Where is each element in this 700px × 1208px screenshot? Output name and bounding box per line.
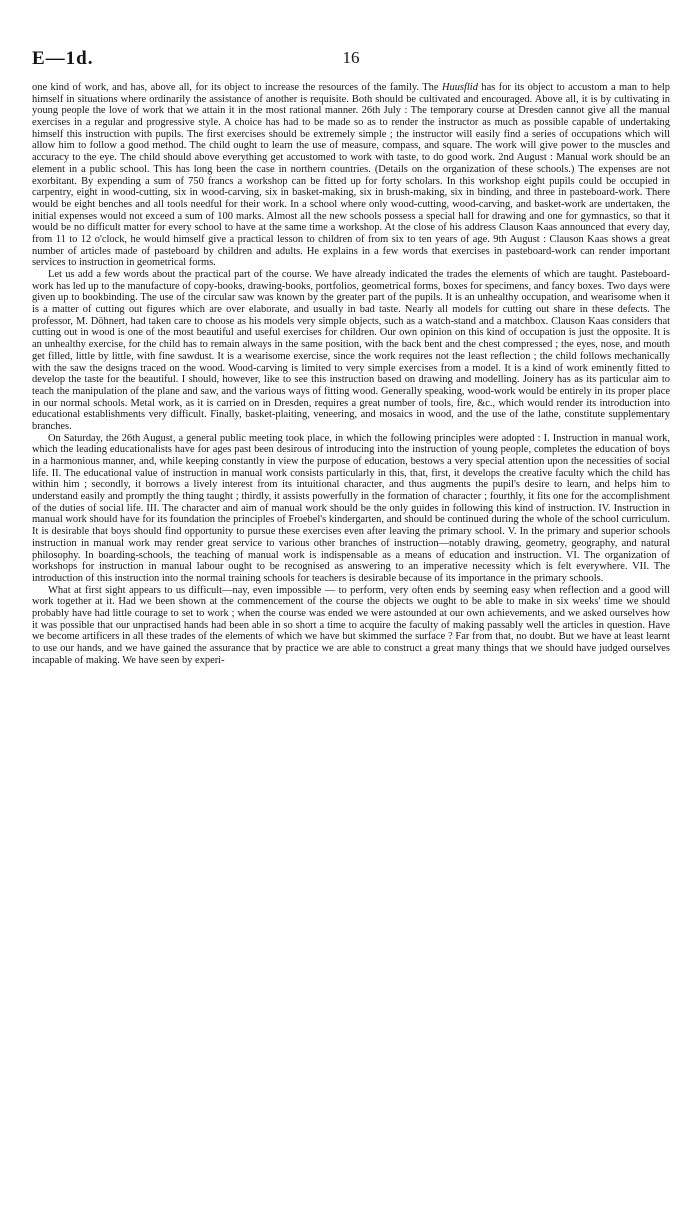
italic-term: Huusflid [441, 82, 478, 93]
document-reference: E—1d. [32, 48, 94, 69]
paragraph-text: Let us add a few words about the practical part of the course. We have already indicated the trades the elements of which are taught. Pasteboard-work has led up to the manufacture of copy-books, drawing-books, portfolios, geometrical forms, boxes for specimens, and fancy boxes. Two days were given up to bookbinding. The use of the circular saw was known by the greater part of the pupils. It is an unhealthy occupation, and wearisome when it is a matter of cutting out figures which are over elaborate, and usually in bad taste. Nearly all models for cutting out share in these defects. The professor, M. Döhnert, had taken care to choose as his models very simple objects, such as a watch-stand and a matchbox. Clauson Kaas considers that cutting out in wood is one of the most beautiful and useful exercises for children. Our own opinion on this kind of occupation is just the opposite. It is an unhealthy exercise, for the child has to remain always in the same position, with the back bent and the chest compressed ; the eyes, nose, and mouth get filled, little by little, with fine sawdust. It is a wearisome exercise, since the work requires not the least reflection ; the child follows mechanically with the saw the designs traced on the wood. Wood-carving is limited to very simple exercises from a model. It is a kind of work eminently fitted to develop the taste for the beautiful. I should, however, like to see this instruction based on drawing and modelling. Joinery has as its particular aim to teach the manipulation of the plane and saw, and the various ways of fitting wood. Generally speaking, wood-work would be entirely in its proper place in our normal schools. Metal work, as it is carried on in Dresden, requires a great number of tools, fire, &c., which would render its introduction into educational establishments very difficult. Finally, basket-plaiting, veneering, and mosaics in wood, and the use of the lathe, constitute supplementary branches. [32, 269, 670, 432]
paragraph [32, 585, 670, 667]
paragraph-text: one kind of work, and has, above all, for its object to increase the resources of the family. The [32, 82, 442, 93]
paragraph [32, 82, 670, 269]
paragraph-text: On Saturday, the 26th August, a general public meeting took place, in which the following principles were adopted : I. Instruction in manual work, which the leading educationalists have for ages past been desirous of introducing into the instruction of young people, completes the education of boys in a harmonious manner, and, while keeping constantly in view the purpose of education, bestows a very special attention upon the necessities of social life. II. The educational value of instruction in manual work consists particularly in this, that, first, it develops the creative faculty which the child has within him ; secondly, it borrows a lively interest from its intuitional character, and thus augments the pupil's desire to learn, and helps him to understand easily and promptly the thing taught ; thirdly, it assists powerfully in the formation of character ; fourthly, it fits one for the accomplishment of the duties of social life. III. The character and aim of manual work should be the only guides in following this kind of instruction. IV. Instruction in manual work should have for its foundation the principles of Froebel's kindergarten, and should be continued during the whole of the school curriculum. It is desirable that boys should find opportunity to pursue these exercises even after leaving the primary school. V. In the primary and superior schools instruction in manual work may render great service to various other branches of instruction—notably drawing, geometry, geography, and natural philosophy. In boarding-schools, the teaching of manual work is indispensable as a means of education and instruction. VI. The organization of workshops for instruction in manual labour ought to be recognised as answering to an imperative necessity which is felt everywhere. VII. The introduction of this instruction into the normal training schools for teachers is desirable because of its importance in the primary schools. [32, 432, 670, 584]
paragraph-text: has for its object to accustom a man to help himself in situations where ordinarily the assistance of another is requisite. Both should be cultivated and encouraged. Above all, it is by cultivating in young people the love of work that we attain it in the most rational manner. 26th July : The temporary course at Dresden cannot give all the manual exercises in a regular and progressive style. A choice has had to be made so as to render the instructor as much as possible capable of undertaking himself this instruction with pupils. The first exercises should be extremely simple ; the instructor will easily find a series of occupations which will allow him to follow a good method. The child ought to learn the use of measure, compass, and square. The work will give power to the muscles and accuracy to the eye. The child should above everything get accustomed to work with taste, to do good work. 2nd August : Manual work should be an element in a public school. This has long been the case in northern countries. (Details on the organization of these schools.) The expenses are not exorbitant. By expending a sum of 750 francs a workshop can be fitted up for forty scholars. In this workshop eight pupils could be occupied in carpentry, eight in wood-cutting, six in wood-carving, six in basket-making, six in brush-making, six in binding, and three in pasteboard-work. There would be eight benches and all tools needful for their work. In a school where only wood-cutting, wood-carving, and basket-work are undertaken, the initial expenses would not exceed a sum of 100 marks. Almost all the new schools possess a special hall for drawing and one for gymnastics, so that it would be no difficult matter for every school to have at the same time a workshop. At the close of his address Clauson Kaas announced that every day, from 11 to 12 o'clock, he would himself give a practical lesson to children of from six to ten years of age. 9th August : Clauson Kaas shows a great number of articles made of pasteboard by children and adults. He explains in a few words that exercises in pasteboard-work can render important services to instruction in geometrical forms. [32, 82, 670, 269]
page-number: 16 [342, 48, 360, 67]
page-header [32, 42, 670, 82]
paragraph-text: What at first sight appears to us difficult—nay, even impossible — to perform, very often ends by seeming easy when reflection and a good will work together at it. Had we been shown at the commencement of the course the objects we ought to be able to make in six weeks' time we should probably have had little courage to set to work ; when the course was ended we were astounded at our own achievements, and we asked ourselves how it was possible that our unpractised hands had been able in so short a time to acquire the faculty of making passably well the articles in question. Have we become artificers in all these trades of the elements of which we have but skimmed the surface ? Far from that, no doubt. But we have at least learnt to use our hands, and we have gained the assurance that by practice we are able to construct a great many things that we should have judged ourselves incapable of making. We have seen by experi- [32, 584, 670, 666]
body-text [32, 82, 670, 666]
paragraph [32, 269, 670, 433]
paragraph [32, 433, 670, 585]
